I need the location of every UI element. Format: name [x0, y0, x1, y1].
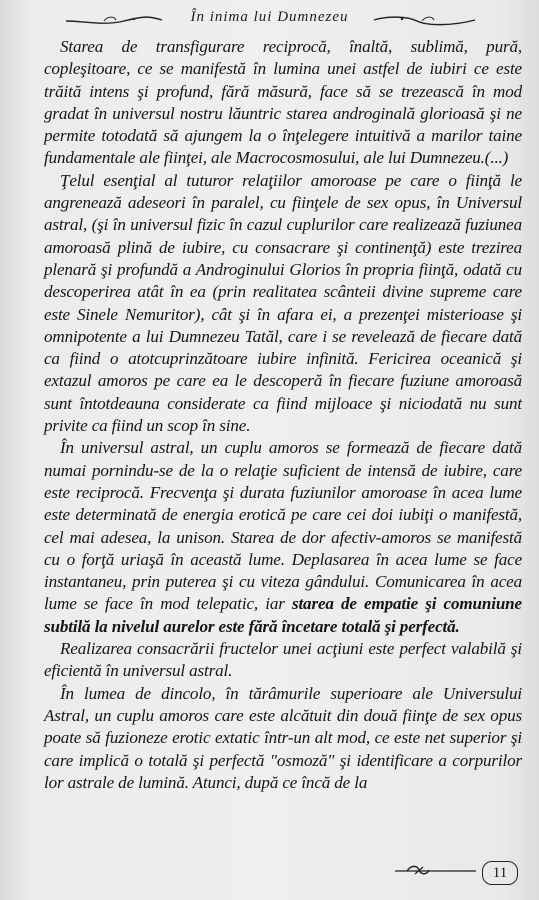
paragraph-lumea-de-dincolo: În lumea de dincolo, în tărâmurile superioare ale Universului Astral, un cuplu amoros care este alcătuit din două fiinţe de sex opus poate să fuzioneze erotic extatic într-un alt mod, ce este net superior şi care implică o totală şi perfectă "osmoză" şi identificare a corpurilor lor astrale de lumină. Atunci, după ce încă de la [44, 683, 522, 792]
footer-flourish-ornament [393, 864, 478, 878]
running-header [0, 8, 539, 32]
book-title: În inima lui Dumnezeu [190, 9, 349, 25]
paragraph-universul-astral-text: În universul astral, un cuplu amoros se formează de fiecare dată numai pornindu-se de la o relaţie suficient de intensă de iubire, care este reciprocă. Frecvenţa şi durata fuziunilor amoroase în acea lume este determinată de energia erotică pe care cei doi iubiţi o manifestă, cel mai adesea, la unison. Starea de dor afectiv-amoros se manifestă cu o forţă uriaşă în această lume. Deplasarea în acea lume se face instantaneu, prin puterea şi cu viteza gândului. Comunicarea în acea lume se face în mod telepatic, iar [44, 438, 522, 614]
page-number: 11 [482, 861, 518, 885]
page-footer [0, 856, 539, 896]
right-flourish-ornament [372, 12, 477, 28]
paragraph-telul-esential: Ţelul esenţial al tuturor relaţiilor amoroase pe care o fiinţă le angrenează adeseori în paralel, cu fiinţele de sex opus, în Universul astral, (şi în universul fizic în cazul cuplurilor care realizează fuziunea amoroasă plină de iubire, cu consacrare şi continenţă) este trezirea plenară şi profundă a Androginului Glorios în propria fiinţă, odată cu descoperirea atât în ea (prin realitatea scânteii divine supreme care este Sinele Nemuritor), cât şi în afara ei, a prezenţei misterioase şi omnipotente a lui Dumnezeu Tatăl, care i se revelează de fiecare dată ca fiind o atotcuprinzătoare iubire infinită. Fericirea oceanică şi extazul amoros pe care ea le descoperă în fiecare fuziune amoroasă sunt întotdeauna considerate ca fiind mijloace şi niciodată nu sunt privite ca fiind un scop în sine. [44, 170, 522, 436]
page-body-text [44, 36, 522, 794]
paragraph-universul-astral [44, 437, 522, 638]
paragraph-transfigurare: Starea de transfigurare reciprocă, înaltă, sublimă, pură, copleşitoare, ce se manifestă în lumina unei astfel de iubiri ce este trăită intens şi profund, fără măsură, face să se trezească în mod gradat în universul nostru lăuntric starea androginală glorioasă şi ne permite totodată să ajungem la o înţelegere intuitivă a marilor taine fundamentale ale fiinţei, ale Macrocosmosului, ale lui Dumnezeu.(...) [44, 37, 522, 168]
bold-emphasis-empatie: starea de empatie şi comuniune subtilă la nivelul aurelor este fără încetare totală şi perfectă. [44, 594, 522, 636]
paragraph-consacrare: Realizarea consacrării fructelor unei acţiuni este perfect valabilă şi eficientă în universul astral. [44, 639, 522, 681]
